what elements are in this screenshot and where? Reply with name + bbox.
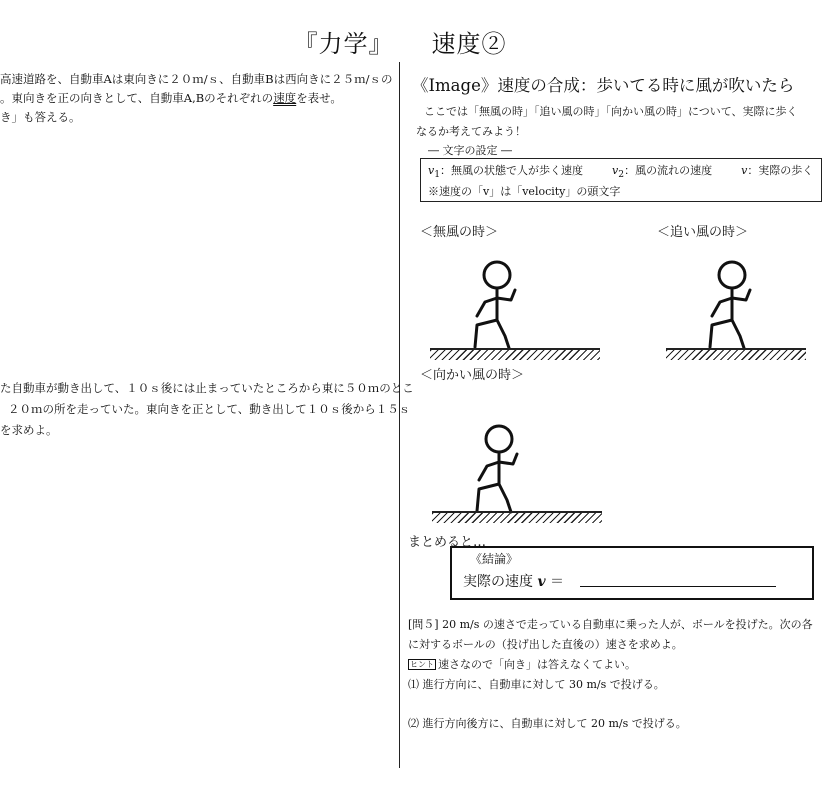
v2-subscript: 2 <box>618 169 625 181</box>
q1-line-3: き」も答える。 <box>0 110 81 124</box>
intro-line-1: ここでは「無風の時」「追い風の時」「向かい風の時」について、実際に歩く <box>424 105 798 118</box>
q1-line-2-text: 。東向きを正の向きとして、自動車A,Bのそれぞれの <box>0 91 274 105</box>
q2-line-2: ２０ｍの所を走っていた。東向きを正として、動き出して１０ｓ後から１５ｓ <box>8 402 411 416</box>
v2-symbol: v <box>612 164 619 177</box>
question-1 <box>0 70 393 127</box>
v-symbol: v <box>741 164 748 177</box>
conclusion-label: 《結論》 <box>470 552 519 566</box>
ground-head-wind <box>432 511 602 523</box>
hint-text: 速さなので「向き」は答えなくてよい。 <box>438 658 636 671</box>
ground-tail-wind <box>666 348 806 360</box>
walker-tail-wind-figure <box>700 260 770 352</box>
v1-definition: ：無風の状態で人が歩く速度 <box>440 164 584 177</box>
conclusion-equals: ＝ <box>550 574 565 590</box>
q1-line-2 <box>0 89 393 108</box>
conclusion-text: 実際の速度 <box>463 574 533 590</box>
q5-line-1: [問５] 20 m/s の速さで走っている自動車に乗った人が、ボールを投げた。次の各 <box>408 618 813 631</box>
q2-line-3: を求めよ。 <box>0 423 58 437</box>
conclusion-line <box>463 571 564 591</box>
intro-line-2: なるか考えてみよう！ <box>416 125 526 138</box>
q5-part-2: ⑵ 進行方向後方に、自動車に対して 20 m/s で投げる。 <box>408 717 687 730</box>
caption-no-wind: ＜無風の時＞ <box>420 225 499 240</box>
section-heading: 《Image》速度の合成：歩いてる時に風が吹いたら <box>412 76 795 95</box>
question-2 <box>0 378 414 441</box>
q2-line-1: た自動車が動き出して、１０ｓ後には止まっていたところから東に５０ｍのとこ <box>0 381 414 395</box>
walker-no-wind-figure <box>465 260 535 352</box>
q1-line-1: 高速道路を、自動車Aは東向きに２０ｍ/ｓ、自動車Bは西向きに２５ｍ/ｓの <box>0 72 393 86</box>
summary-lead: まとめると… <box>408 535 487 550</box>
settings-label: ― 文字の設定 ― <box>428 144 512 157</box>
v2-definition: ：風の流れの速度 <box>624 164 713 177</box>
conclusion-variable: v <box>537 574 546 590</box>
answer-blank[interactable] <box>580 586 776 587</box>
velocity-note: ※速度の「v」は「velocity」の頭文字 <box>428 185 621 198</box>
hint-line <box>408 656 636 672</box>
page-title: 『力学』 速度② <box>293 30 507 58</box>
ground-no-wind <box>430 348 600 360</box>
q5-part-1: ⑴ 進行方向に、自動車に対して 30 m/s で投げる。 <box>408 678 665 691</box>
walker-head-wind-figure <box>467 424 537 516</box>
q1-keyword-velocity: 速度 <box>273 91 297 105</box>
q5-line-2: に対するボールの（投げ出した直後の）速さを求めよ。 <box>408 638 683 651</box>
hint-badge: ヒント <box>410 660 434 669</box>
q1-line-2-end: を表せ。 <box>296 91 342 105</box>
v1-subscript: 1 <box>434 169 441 181</box>
definition-line <box>428 162 813 180</box>
caption-head-wind: ＜向かい風の時＞ <box>420 368 525 383</box>
caption-tail-wind: ＜追い風の時＞ <box>657 225 749 240</box>
v1-symbol: v <box>428 164 435 177</box>
v-definition: ：実際の歩く <box>747 164 814 177</box>
